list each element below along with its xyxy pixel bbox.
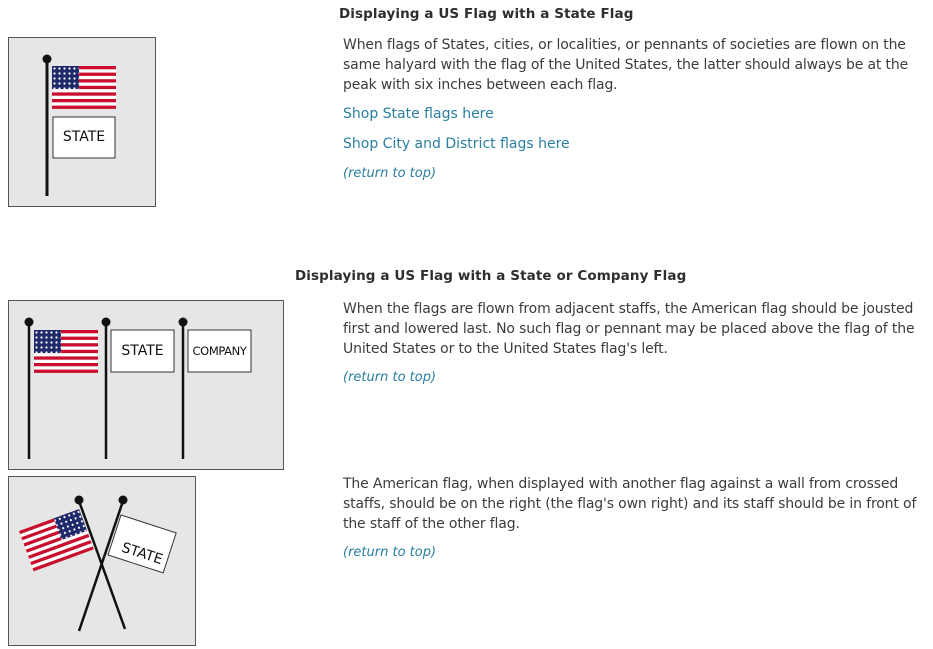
state-flag-label: STATE (62, 129, 106, 145)
adjacent-staffs-illustration (8, 300, 284, 470)
state-flag-label: STATE (119, 539, 165, 569)
shop-city-district-flags-link[interactable]: Shop City and District flags here (343, 136, 570, 152)
section1-heading: Displaying a US Flag with a State Flag (339, 6, 634, 22)
return-to-top-link-3[interactable]: (return to top) (343, 545, 437, 560)
section2-paragraph: When the flags are flown from adjacent staffs, the American flag should be jousted first and lowered last. No such flag or pennant may be placed above the flag of the United States or to the United States flag's left. (343, 301, 915, 357)
shop-state-flags-link[interactable]: Shop State flags here (343, 106, 494, 122)
company-flag-label: COMPANY (192, 344, 247, 358)
us-flag-icon (52, 66, 116, 109)
section2-heading: Displaying a US Flag with a State or Company Flag (295, 268, 687, 284)
crossed-staffs-illustration (8, 476, 196, 646)
section3-paragraph: The American flag, when displayed with another flag against a wall from crossed staffs, should be on the right (the flag's own right) and its staff should be in front of the staff of the other flag. (343, 476, 917, 532)
section1-paragraph: When flags of States, cities, or localities, or pennants of societies are flown on the same halyard with the flag of the United States, the latter should always be at the peak with six inches between each flag. (343, 37, 909, 93)
single-halyard-illustration (8, 37, 156, 207)
return-to-top-link-1[interactable]: (return to top) (343, 166, 437, 181)
us-flag-icon (19, 509, 94, 571)
us-flag-icon (34, 330, 98, 373)
state-flag-label: STATE (121, 343, 164, 359)
pole-finial (43, 55, 52, 64)
return-to-top-link-2[interactable]: (return to top) (343, 370, 437, 385)
